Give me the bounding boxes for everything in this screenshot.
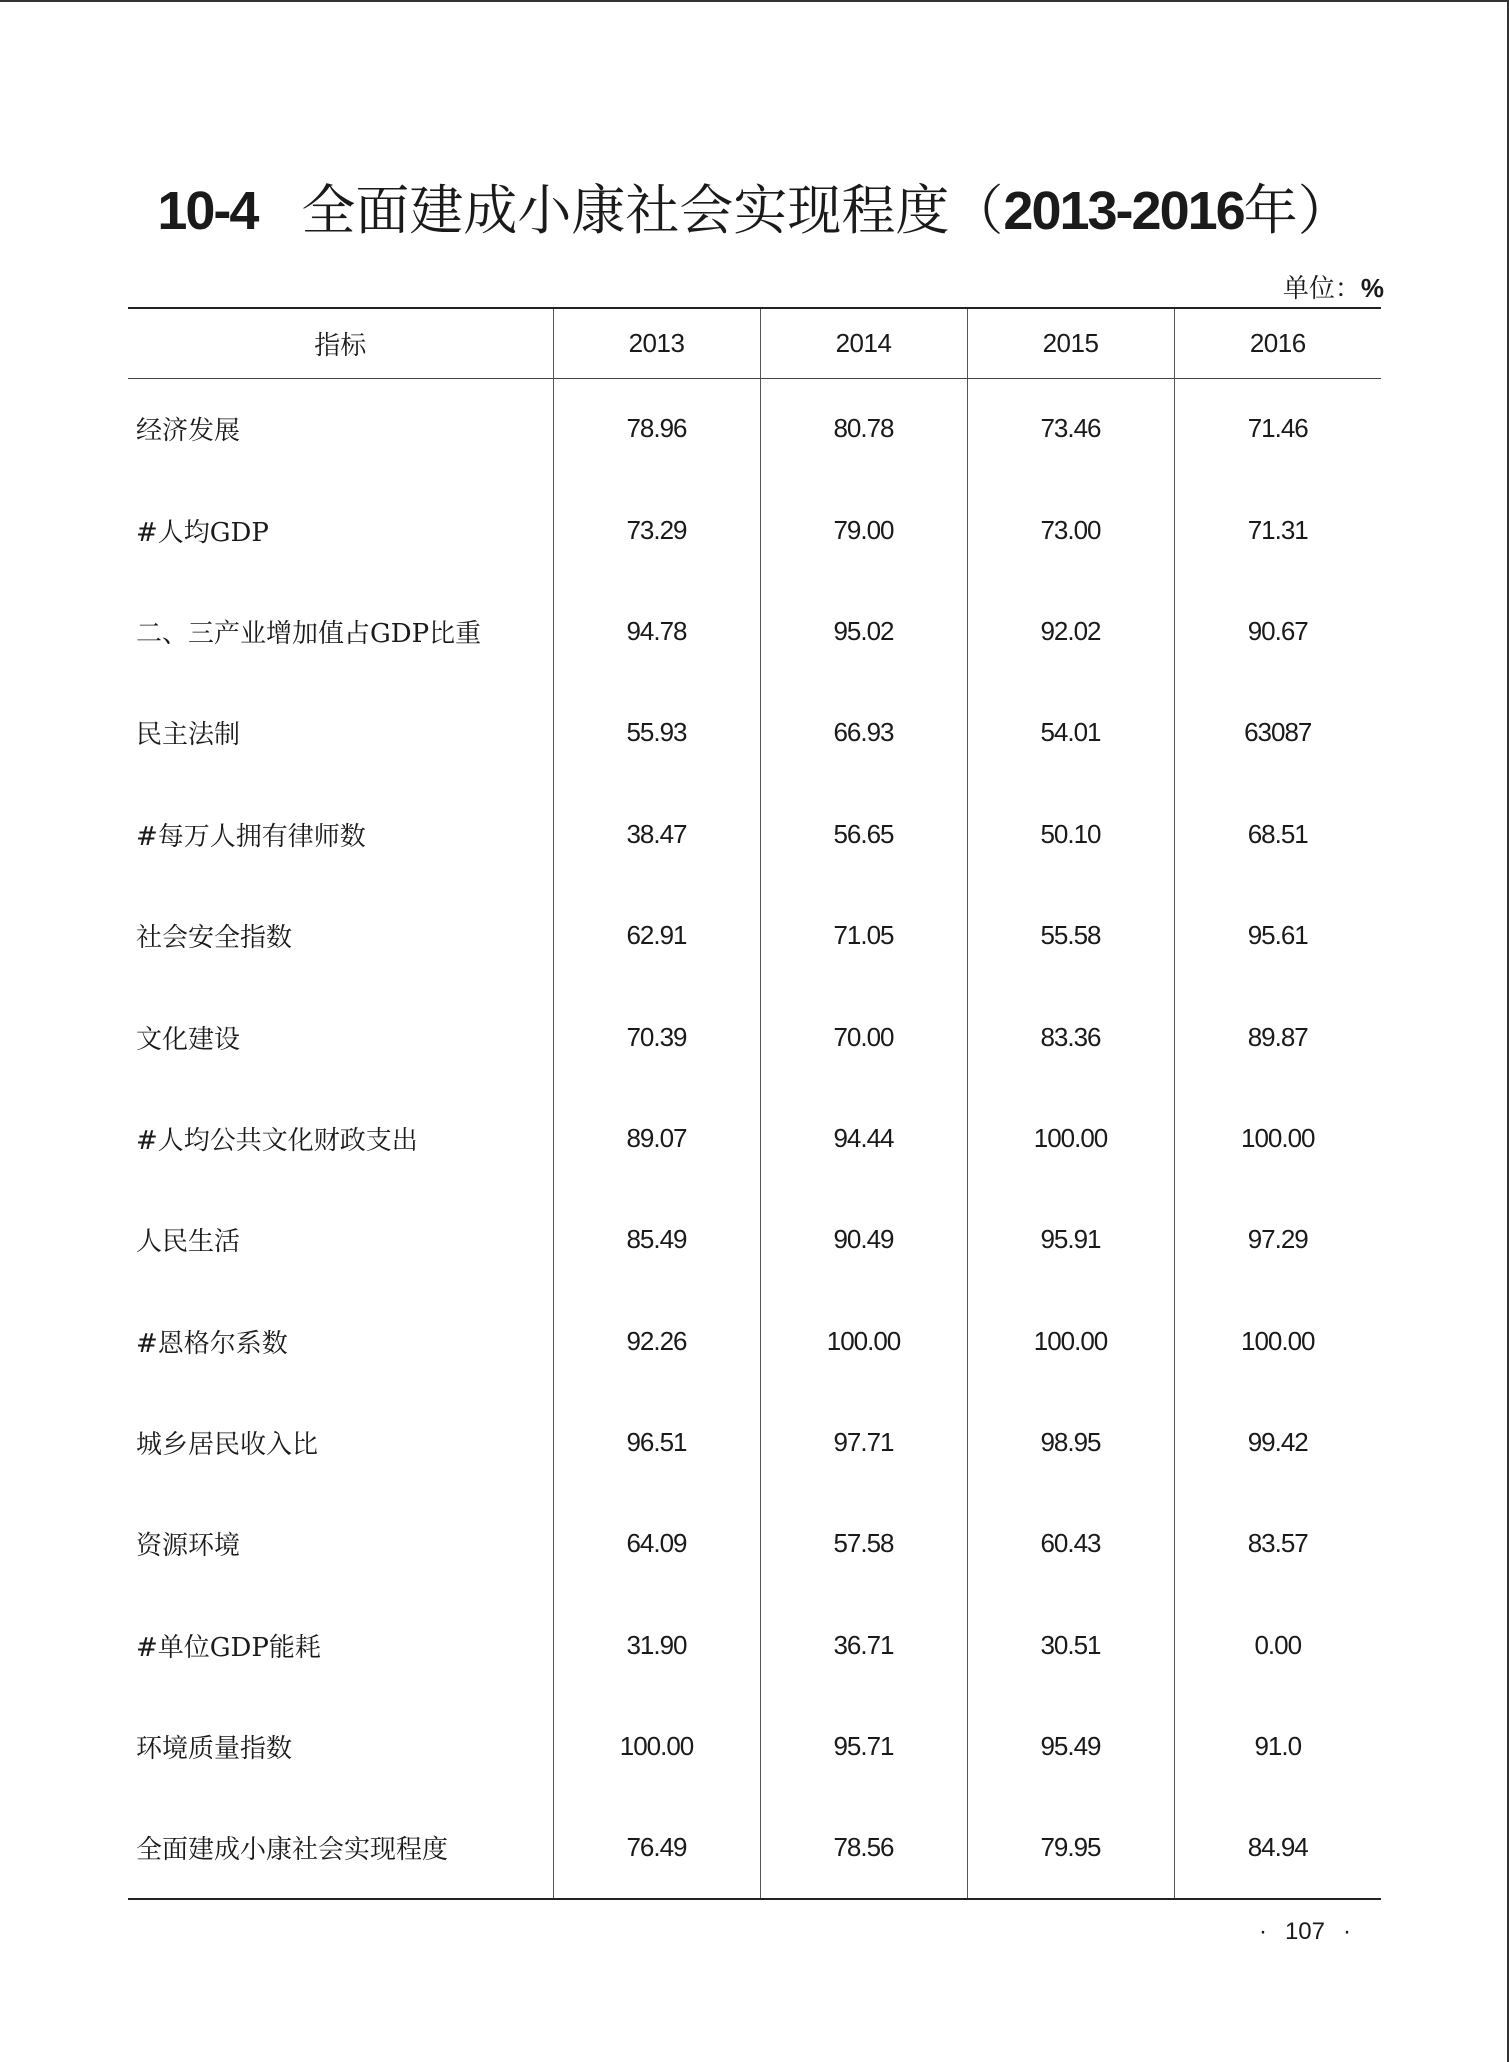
- table-body: [128, 378, 1381, 1899]
- cell-value: 76.49: [553, 1797, 760, 1898]
- table-row: [128, 581, 1381, 682]
- cell-value: 100.00: [1174, 1088, 1381, 1189]
- cell-value: 95.91: [967, 1189, 1174, 1290]
- header-year: 2015: [967, 308, 1174, 378]
- row-label: 资源环境: [136, 1531, 241, 1562]
- cell-value: 90.67: [1174, 581, 1381, 682]
- table-row: [128, 1493, 1381, 1594]
- cell-value: 85.49: [553, 1189, 760, 1290]
- cell-value: 92.02: [967, 581, 1174, 682]
- cell-value: 80.78: [760, 378, 967, 479]
- table-row: [128, 1797, 1381, 1898]
- row-label: 全面建成小康社会实现程度: [128, 1797, 553, 1898]
- cell-value: 55.58: [967, 885, 1174, 986]
- cell-value: 94.44: [760, 1088, 967, 1189]
- cell-value: 90.49: [760, 1189, 967, 1290]
- cell-value: 100.00: [967, 1291, 1174, 1392]
- unit-label: [1283, 268, 1384, 305]
- row-label: 二、三产业增加值占GDP比重: [136, 618, 482, 649]
- row-label: #单位GDP能耗: [136, 1632, 321, 1663]
- table-number: 10-4: [157, 181, 258, 241]
- table-header-row: [128, 308, 1381, 378]
- cell-value: 100.00: [760, 1291, 967, 1392]
- cell-value: 63087: [1174, 682, 1381, 783]
- row-label: 文化建设: [136, 1024, 241, 1055]
- row-label: 社会安全指数: [136, 923, 293, 954]
- cell-value: 66.93: [760, 682, 967, 783]
- table-row: [128, 378, 1381, 479]
- table-row: [128, 479, 1381, 580]
- unit-value: %: [1360, 273, 1384, 303]
- page-title: [0, 175, 1509, 247]
- cell-value: 100.00: [1174, 1291, 1381, 1392]
- row-label: 民主法制: [136, 720, 241, 751]
- cell-value: 64.09: [553, 1493, 760, 1594]
- cell-value: 71.31: [1174, 479, 1381, 580]
- cell-value: 97.71: [760, 1392, 967, 1493]
- cell-value: 99.42: [1174, 1392, 1381, 1493]
- cell-value: 78.96: [553, 378, 760, 479]
- row-label: #恩格尔系数: [136, 1328, 288, 1359]
- page-dot-left: ·: [1258, 1918, 1267, 1945]
- table-row: [128, 1088, 1381, 1189]
- row-label: #人均公共文化财政支出: [136, 1125, 418, 1156]
- header-year: 2013: [553, 308, 760, 378]
- page-dot-right: ·: [1343, 1918, 1351, 1945]
- cell-value: 95.02: [760, 581, 967, 682]
- cell-value: 96.51: [553, 1392, 760, 1493]
- table-row: [128, 1696, 1381, 1797]
- cell-value: 71.46: [1174, 378, 1381, 479]
- table-row: [128, 986, 1381, 1087]
- cell-value: 98.95: [967, 1392, 1174, 1493]
- cell-value: 60.43: [967, 1493, 1174, 1594]
- cell-value: 89.87: [1174, 986, 1381, 1087]
- cell-value: 97.29: [1174, 1189, 1381, 1290]
- row-label: 环境质量指数: [136, 1734, 293, 1765]
- table-row: [128, 784, 1381, 885]
- page-number: [1241, 1918, 1369, 1946]
- cell-value: 83.57: [1174, 1493, 1381, 1594]
- header-indicator: 指标: [128, 308, 553, 378]
- unit-text: 单位：: [1282, 274, 1361, 304]
- cell-value: 0.00: [1174, 1595, 1381, 1696]
- cell-value: 79.00: [760, 479, 967, 580]
- cell-value: 30.51: [967, 1595, 1174, 1696]
- table-row: [128, 885, 1381, 986]
- title-years: 2013-2016: [1003, 181, 1244, 241]
- cell-value: 54.01: [967, 682, 1174, 783]
- cell-value: 94.78: [553, 581, 760, 682]
- header-year: 2014: [760, 308, 967, 378]
- row-label: #每万人拥有律师数: [136, 821, 366, 852]
- cell-value: 31.90: [553, 1595, 760, 1696]
- table-row: [128, 1291, 1381, 1392]
- cell-value: 95.61: [1174, 885, 1381, 986]
- cell-value: 73.00: [967, 479, 1174, 580]
- cell-value: 84.94: [1174, 1797, 1381, 1898]
- cell-value: 38.47: [553, 784, 760, 885]
- row-label: 经济发展: [136, 416, 241, 447]
- data-table: [128, 307, 1381, 1900]
- table-row: [128, 682, 1381, 783]
- table-row: [128, 1595, 1381, 1696]
- cell-value: 68.51: [1174, 784, 1381, 885]
- row-label: #人均GDP: [136, 517, 269, 548]
- cell-value: 95.71: [760, 1696, 967, 1797]
- cell-value: 89.07: [553, 1088, 760, 1189]
- cell-value: 91.0: [1174, 1696, 1381, 1797]
- cell-value: 73.46: [967, 378, 1174, 479]
- cell-value: 55.93: [553, 682, 760, 783]
- cell-value: 92.26: [553, 1291, 760, 1392]
- cell-value: 70.00: [760, 986, 967, 1087]
- header-year: 2016: [1174, 308, 1381, 378]
- cell-value: 57.58: [760, 1493, 967, 1594]
- cell-value: 56.65: [760, 784, 967, 885]
- cell-value: 83.36: [967, 986, 1174, 1087]
- table-row: [128, 1189, 1381, 1290]
- row-label: 人民生活: [136, 1227, 241, 1258]
- cell-value: 100.00: [553, 1696, 760, 1797]
- cell-value: 78.56: [760, 1797, 967, 1898]
- cell-value: 95.49: [967, 1696, 1174, 1797]
- title-text: 全面建成小康社会实现程度（: [301, 179, 1004, 242]
- cell-value: 79.95: [967, 1797, 1174, 1898]
- cell-value: 71.05: [760, 885, 967, 986]
- table-row: [128, 1392, 1381, 1493]
- page-number-value: 107: [1284, 1918, 1325, 1945]
- cell-value: 100.00: [967, 1088, 1174, 1189]
- cell-value: 70.39: [553, 986, 760, 1087]
- cell-value: 50.10: [967, 784, 1174, 885]
- cell-value: 62.91: [553, 885, 760, 986]
- cell-value: 73.29: [553, 479, 760, 580]
- title-suffix: 年）: [1243, 179, 1352, 242]
- row-label: 城乡居民收入比: [136, 1430, 319, 1461]
- cell-value: 36.71: [760, 1595, 967, 1696]
